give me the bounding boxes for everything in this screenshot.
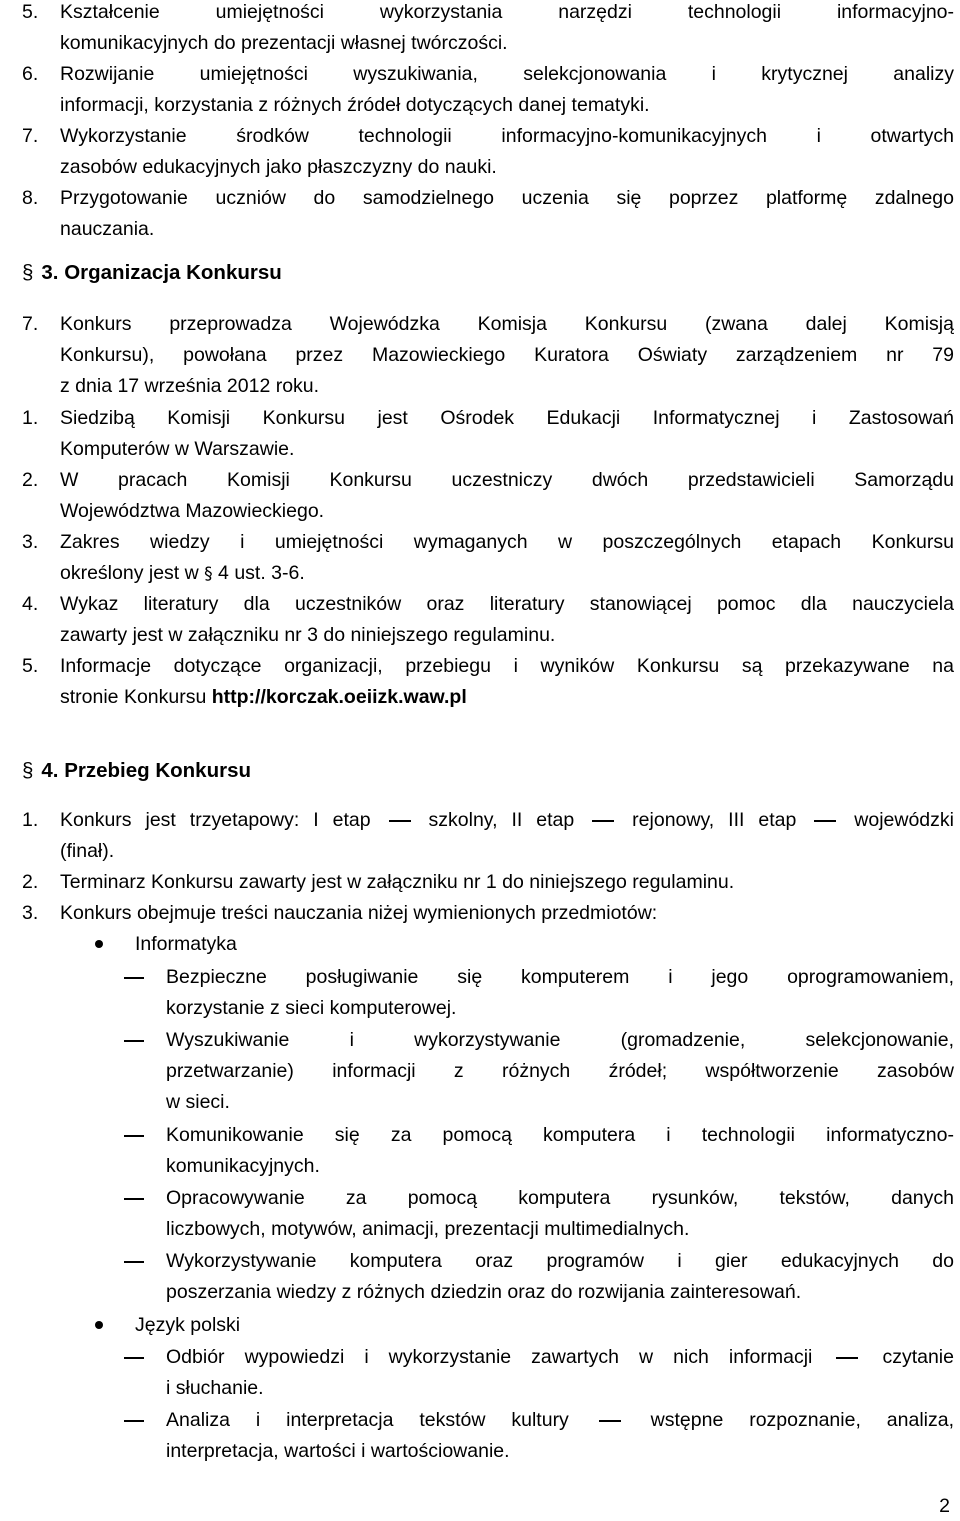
list-text: Informacje dotyczące organizacji, przebiegu i wyników Konkursu są przekazywane na bbox=[60, 655, 954, 677]
list-item bbox=[22, 121, 954, 183]
section-title: 4. Przebieg Konkursu bbox=[41, 759, 252, 782]
list-text: W pracach Komisji Konkursu uczestniczy dwóch przedstawicieli Samorządu bbox=[60, 469, 954, 491]
list-number: 1. bbox=[22, 809, 39, 831]
list-text: Województwa Mazowieckiego. bbox=[60, 500, 325, 522]
section-heading bbox=[22, 755, 251, 786]
em-dash bbox=[389, 820, 411, 822]
list-text: Siedzibą Komisji Konkursu jest Ośrodek Edukacji Informatycznej i Zastosowań bbox=[60, 407, 954, 429]
bullet-icon bbox=[95, 1321, 103, 1329]
list-item bbox=[22, 465, 954, 527]
list-number: 2. bbox=[22, 871, 39, 893]
subject-bullet bbox=[95, 929, 237, 960]
list-item bbox=[22, 651, 954, 713]
list-item bbox=[22, 59, 954, 121]
list-item bbox=[22, 589, 954, 651]
list-text: zawarty jest w załączniku nr 3 do niniejszego regulaminu. bbox=[60, 624, 556, 646]
list-number: 7. bbox=[22, 125, 39, 147]
list-text: nauczania. bbox=[60, 218, 155, 240]
list-text: z dnia 17 września 2012 roku. bbox=[60, 375, 320, 397]
list-text-part: Konkurs jest trzyetapowy: I etap bbox=[60, 809, 371, 831]
list-item bbox=[22, 898, 954, 929]
list-text: informacji, korzystania z różnych źródeł dotyczących danej tematyki. bbox=[60, 94, 650, 116]
list-item bbox=[22, 527, 954, 590]
list-text: Wykorzystanie środków technologii informacyjno-komunikacyjnych i otwartych bbox=[60, 125, 954, 147]
list-item bbox=[22, 403, 954, 465]
dash-icon bbox=[124, 1261, 144, 1263]
list-text: Terminarz Konkursu zawarty jest w załączniku nr 1 do niniejszego regulaminu. bbox=[60, 871, 735, 893]
topic-item bbox=[124, 1120, 954, 1182]
list-text bbox=[60, 682, 954, 713]
dash-icon bbox=[124, 1040, 144, 1042]
topic-text-part: czytanie bbox=[882, 1346, 954, 1368]
list-text: Rozwijanie umiejętności wyszukiwania, selekcjonowania i krytycznej analizy bbox=[60, 63, 954, 85]
list-text: Komputerów w Warszawie. bbox=[60, 438, 295, 460]
topic-text: poszerzania wiedzy z różnych dziedzin oraz do rozwijania zainteresowań. bbox=[166, 1281, 802, 1303]
list-text-part: 4 ust. 3-6. bbox=[212, 562, 305, 584]
list-text: Konkurs obejmuje treści nauczania niżej wymienionych przedmiotów: bbox=[60, 902, 658, 924]
page-number: 2 bbox=[939, 1495, 950, 1517]
list-number: 5. bbox=[22, 1, 39, 23]
dash-icon bbox=[124, 1198, 144, 1200]
list-text-part: wojewódzki bbox=[854, 809, 954, 831]
paragraph-symbol: § bbox=[22, 261, 34, 284]
list-text-part: stronie Konkursu bbox=[60, 686, 212, 708]
list-text bbox=[60, 805, 954, 836]
dash-icon bbox=[124, 1420, 144, 1422]
list-number: 1. bbox=[22, 407, 39, 429]
em-dash bbox=[599, 1420, 621, 1422]
list-item bbox=[22, 805, 954, 867]
list-text bbox=[60, 558, 954, 590]
topic-text: przetwarzanie) informacji z różnych źródeł; współtworzenie zasobów bbox=[166, 1060, 954, 1082]
topic-text: Opracowywanie za pomocą komputera rysunków, tekstów, danych bbox=[166, 1187, 954, 1209]
list-number: 3. bbox=[22, 531, 39, 553]
dash-icon bbox=[124, 1135, 144, 1137]
topic-text: komunikacyjnych. bbox=[166, 1155, 320, 1177]
topic-text: Wyszukiwanie i wykorzystywanie (gromadzenie, selekcjonowanie, bbox=[166, 1029, 954, 1051]
em-dash bbox=[592, 820, 614, 822]
list-text: (finał). bbox=[60, 840, 115, 862]
list-number: 5. bbox=[22, 655, 39, 677]
list-text-part: określony jest w bbox=[60, 562, 205, 584]
list-text-part: szkolny, II etap bbox=[428, 809, 575, 831]
paragraph-symbol: § bbox=[204, 564, 213, 584]
topic-text-part: Analiza i interpretacja tekstów kultury bbox=[166, 1409, 569, 1431]
list-number: 3. bbox=[22, 902, 39, 924]
list-number: 8. bbox=[22, 187, 39, 209]
list-number: 7. bbox=[22, 313, 39, 335]
bullet-icon bbox=[95, 940, 103, 948]
list-item bbox=[22, 183, 954, 245]
dash-icon bbox=[124, 977, 144, 979]
section-title: 3. Organizacja Konkursu bbox=[41, 261, 282, 284]
topic-text-part: Odbiór wypowiedzi i wykorzystanie zawartych w nich informacji bbox=[166, 1346, 813, 1368]
subject-name: Informatyka bbox=[135, 933, 237, 955]
list-text: komunikacyjnych do prezentacji własnej twórczości. bbox=[60, 32, 508, 54]
topic-text bbox=[166, 1405, 954, 1436]
topic-item bbox=[124, 1025, 954, 1118]
em-dash bbox=[814, 820, 836, 822]
topic-text: w sieci. bbox=[166, 1091, 230, 1113]
list-text: Zakres wiedzy i umiejętności wymaganych w poszczególnych etapach Konkursu bbox=[60, 531, 954, 553]
topic-text: liczbowych, motywów, animacji, prezentacji multimedialnych. bbox=[166, 1218, 690, 1240]
subject-bullet bbox=[95, 1310, 240, 1341]
topic-text: Komunikowanie się za pomocą komputera i technologii informatyczno- bbox=[166, 1124, 954, 1146]
list-item bbox=[22, 0, 954, 59]
topic-item bbox=[124, 1342, 954, 1404]
dash-icon bbox=[124, 1357, 144, 1359]
list-text: Wykaz literatury dla uczestników oraz literatury stanowiącej pomoc dla nauczyciela bbox=[60, 593, 954, 615]
section-heading bbox=[22, 257, 282, 288]
topic-text: korzystanie z sieci komputerowej. bbox=[166, 997, 457, 1019]
paragraph-symbol: § bbox=[22, 759, 34, 782]
contest-url-link[interactable]: http://korczak.oeiizk.waw.pl bbox=[211, 686, 467, 708]
topic-text: Wykorzystywanie komputera oraz programów i gier edukacyjnych do bbox=[166, 1250, 954, 1272]
topic-text: i słuchanie. bbox=[166, 1377, 264, 1399]
list-text: Przygotowanie uczniów do samodzielnego uczenia się poprzez platformę zdalnego bbox=[60, 187, 954, 209]
em-dash bbox=[836, 1357, 858, 1359]
topic-item bbox=[124, 1246, 954, 1308]
list-item bbox=[22, 309, 954, 402]
list-text-part: rejonowy, III etap bbox=[632, 809, 797, 831]
list-number: 6. bbox=[22, 63, 39, 85]
topic-item bbox=[124, 1405, 954, 1467]
list-item bbox=[22, 867, 954, 898]
topic-item bbox=[124, 962, 954, 1024]
topic-text: interpretacja, wartości i wartościowanie. bbox=[166, 1440, 510, 1462]
list-text: Kształcenie umiejętności wykorzystania narzędzi technologii informacyjno- bbox=[60, 1, 954, 23]
list-text: Konkursu), powołana przez Mazowieckiego Kuratora Oświaty zarządzeniem nr 79 bbox=[60, 344, 954, 366]
topic-text: Bezpieczne posługiwanie się komputerem i jego oprogramowaniem, bbox=[166, 966, 954, 988]
list-text: Konkurs przeprowadza Wojewódzka Komisja Konkursu (zwana dalej Komisją bbox=[60, 313, 954, 335]
topic-item bbox=[124, 1183, 954, 1245]
topic-text-part: wstępne rozpoznanie, analiza, bbox=[650, 1409, 954, 1431]
list-number: 2. bbox=[22, 469, 39, 491]
topic-text bbox=[166, 1342, 954, 1373]
list-text: zasobów edukacyjnych jako płaszczyzny do nauki. bbox=[60, 156, 497, 178]
subject-name: Język polski bbox=[135, 1314, 241, 1336]
list-number: 4. bbox=[22, 593, 39, 615]
